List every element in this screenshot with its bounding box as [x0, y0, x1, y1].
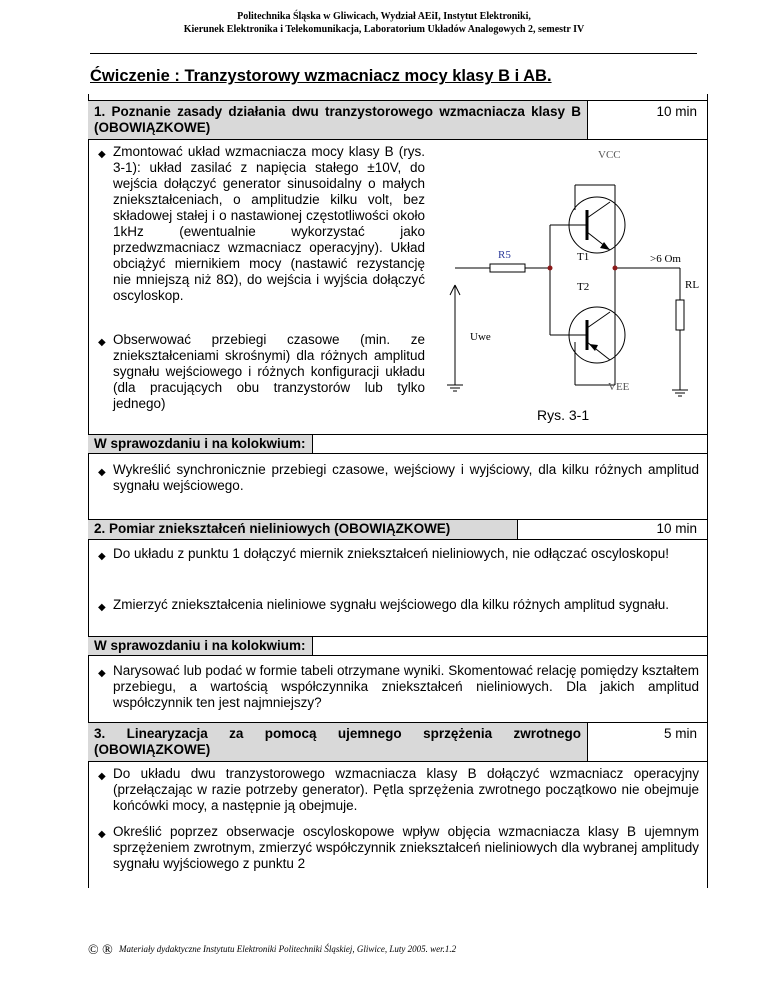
label-vee: VEE: [608, 381, 630, 393]
header-divider: [90, 53, 697, 54]
section-1-header: [88, 100, 707, 140]
section-2-title: 2. Pomiar zniekształceń nieliniowych (OBOWIĄZKOWE): [88, 520, 518, 539]
ground-input-icon: [447, 385, 463, 391]
document-header: [0, 10, 768, 36]
footer-text: Materiały dydaktyczne Instytutu Elektroniki Politechniki Śląskiej, Gliwice, Luty 2005. wer.1.2: [119, 944, 457, 954]
header-line-1: Politechnika Śląska w Gliwicach, Wydział AEiI, Instytut Elektroniki,: [237, 11, 531, 22]
section-1-time: 10 min: [656, 104, 697, 119]
section-2-header: [88, 519, 707, 540]
transistor-t2-icon: [569, 307, 625, 363]
header-line-2: Kierunek Elektronika i Telekomunikacja, Laboratorium Układów Analogowych 2, semestr IV: [183, 24, 585, 35]
bullet-diamond-icon: ◆: [98, 337, 106, 348]
label-uwe: Uwe: [470, 331, 491, 343]
label-load-value: >6 Om: [650, 253, 681, 265]
label-vcc: VCC: [598, 149, 621, 161]
bullet-diamond-icon: ◆: [98, 149, 106, 160]
section-2-time: 10 min: [656, 521, 697, 536]
frame-left-border: [88, 94, 89, 888]
bullet-diamond-icon: ◆: [98, 829, 106, 840]
junction-dot-output-icon: [613, 266, 618, 271]
page-footer: [88, 943, 456, 959]
resistor-r5-icon: [490, 264, 525, 272]
label-rl: RL: [685, 279, 700, 291]
bullet-diamond-icon: ◆: [98, 771, 106, 782]
figure-caption: Rys. 3-1: [537, 407, 590, 423]
junction-dot-input-icon: [548, 266, 553, 271]
section-1-report-label: W sprawozdaniu i na kolokwium:: [88, 435, 313, 453]
bullet-diamond-icon: ◆: [98, 551, 106, 562]
section-2-report-label: W sprawozdaniu i na kolokwium:: [88, 637, 313, 655]
section-3-title: 3. Linearyzacja za pomocą ujemnego sprzężenia zwrotnego (OBOWIĄZKOWE): [88, 723, 588, 761]
section-1-title: 1. Poznanie zasady działania dwu tranzystorowego wzmacniacza klasy B (OBOWIĄZKOWE): [88, 101, 588, 139]
bullet-diamond-icon: ◆: [98, 467, 106, 478]
transistor-t1-icon: [569, 197, 625, 253]
copyright-registered-icon: © ®: [88, 943, 113, 958]
ground-load-icon: [672, 390, 688, 396]
resistor-rl-icon: [676, 300, 684, 330]
page-title: Ćwiczenie : Tranzystorowy wzmacniacz mocy klasy B i AB.: [90, 67, 552, 85]
label-t2: T2: [577, 281, 590, 293]
circuit-diagram: [440, 140, 710, 400]
section-3-time: 5 min: [663, 726, 697, 741]
label-t1: T1: [577, 251, 590, 263]
bullet-diamond-icon: ◆: [98, 602, 106, 613]
section-1-report-header: [88, 434, 707, 454]
section-2-report-header: [88, 636, 707, 656]
label-r5: R5: [498, 249, 511, 261]
section-3-header: [88, 722, 707, 762]
bullet-diamond-icon: ◆: [98, 668, 106, 679]
